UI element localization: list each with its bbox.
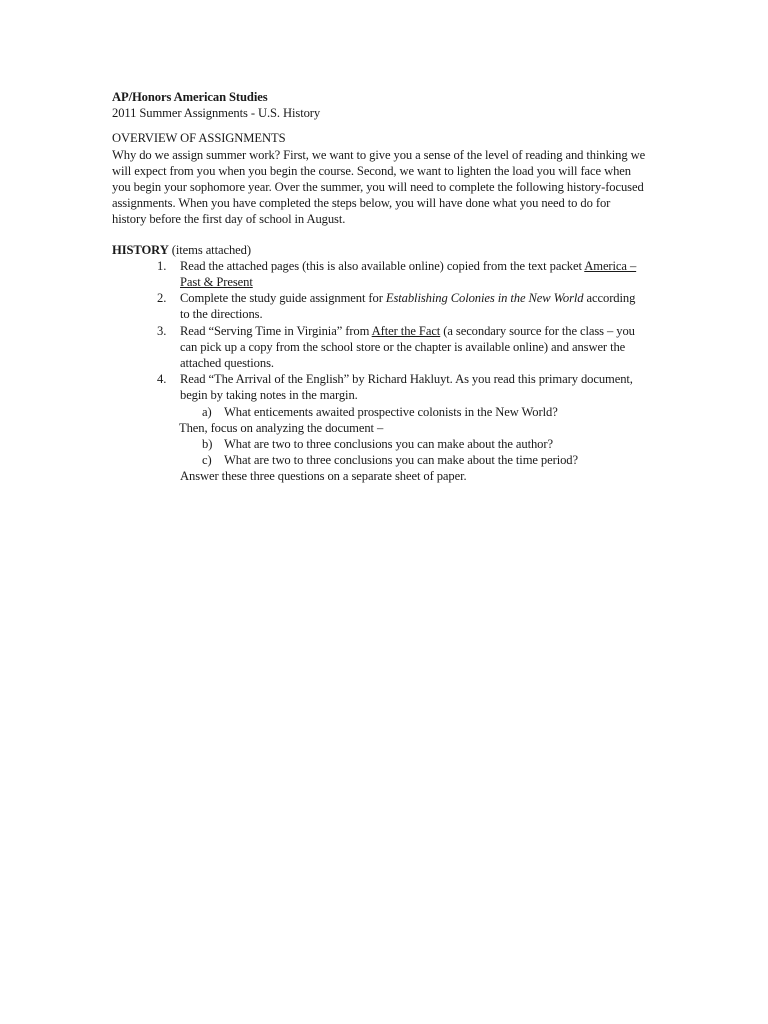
list-item-4: [112, 371, 640, 403]
study-guide-title: Establishing Colonies in the New World: [385, 291, 584, 306]
document-subtitle: 2011 Summer Assignments - U.S. History: [112, 106, 321, 121]
list-item-1: [112, 258, 640, 290]
sub-question-a: [112, 404, 652, 420]
history-heading-label: HISTORY: [112, 242, 169, 257]
history-assignment-list: [112, 258, 652, 404]
sub-question-text: What enticements awaited prospective colonists in the New World?: [224, 404, 558, 419]
sub-question-c: [112, 452, 652, 468]
list-item-text: Read “The Arrival of the English” by Richard Hakluyt. As you read this primary document, begin by taking notes in the margin.: [180, 372, 633, 403]
sub-question-letter: c): [202, 453, 212, 468]
list-item-text: Read the attached pages (this is also available online) copied from the text packet: [180, 258, 585, 273]
overview-heading: OVERVIEW OF ASSIGNMENTS: [112, 131, 286, 146]
then-instruction: Then, focus on analyzing the document –: [179, 420, 384, 435]
history-heading: [112, 242, 652, 258]
list-item-text: Read “Serving Time in Virginia” from: [180, 323, 372, 338]
document-page: [112, 89, 652, 485]
document-title: AP/Honors American Studies: [112, 90, 268, 104]
list-item-text: Complete the study guide assignment for: [180, 291, 386, 306]
history-heading-note: (items attached): [168, 242, 251, 257]
list-item-number: 1.: [157, 258, 167, 273]
book-title-link: After the Fact: [371, 323, 441, 338]
list-item-2: [112, 290, 640, 322]
textbook-title-link: America – Past & Present: [180, 258, 637, 290]
list-item-3: [112, 323, 640, 372]
sub-question-b: [112, 436, 652, 452]
list-item-text: according to the directions.: [180, 291, 636, 322]
list-item-number: 3.: [157, 323, 167, 338]
sub-question-letter: a): [202, 404, 212, 419]
list-item-text: (a secondary source for the class – you can pick up a copy from the school store or the chapter is available online) and answer the attached questions.: [180, 323, 635, 371]
list-item-number: 4.: [157, 372, 167, 387]
sub-question-text: What are two to three conclusions you can make about the time period?: [224, 453, 578, 468]
overview-body: Why do we assign summer work? First, we want to give you a sense of the level of reading and thinking we will expect from you when you begin the course. Second, we want to lighten the load you will face when you begin your sophomore year. Over the summer, you will need to complete the following history-focused assignments. When you have completed the steps below, you will have done what you need to do for history before the first day of school in August.: [112, 147, 646, 227]
sub-question-text: What are two to three conclusions you can make about the author?: [224, 437, 553, 452]
closing-instruction: Answer these three questions on a separate sheet of paper.: [180, 469, 467, 484]
list-item-number: 2.: [157, 291, 167, 306]
sub-question-letter: b): [202, 437, 213, 452]
